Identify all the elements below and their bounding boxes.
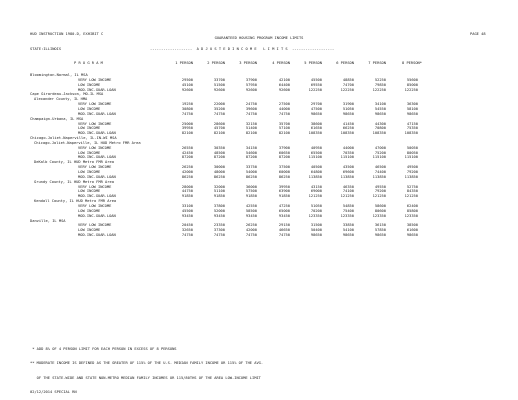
income-limit-cell: 69600 [342, 170, 354, 174]
income-limit-cell: 86250 [181, 174, 193, 179]
area-name: Alexander County, IL HMA [34, 97, 88, 102]
income-limit-cell: 44750 [181, 189, 193, 194]
income-limit-cell: 54550 [374, 106, 386, 111]
income-limit-cell: 51500 [213, 82, 225, 87]
income-limit-cell: 42450 [181, 150, 193, 155]
income-limit-cell: 28000 [181, 184, 193, 189]
income-limit-cell: 33100 [181, 203, 193, 208]
income-limit-cell: 49500 [406, 165, 418, 170]
income-limit-cell: 43500 [342, 165, 354, 170]
column-header-5-person: 5 PERSON [304, 61, 322, 65]
income-limit-cell: 37900 [245, 77, 257, 82]
income-limit-cell: 123350 [308, 213, 322, 218]
income-limit-cell: 45700 [213, 126, 225, 131]
income-limit-cell: 98650 [342, 233, 354, 238]
income-limit-cell: 22000 [213, 102, 225, 107]
income-limit-cell: 58500 [245, 208, 257, 213]
income-limit-cell: 98650 [342, 111, 354, 116]
income-limit-cell: 20450 [181, 223, 193, 228]
income-limit-cell: 45500 [181, 208, 193, 213]
income-limit-cell: 121250 [404, 194, 418, 199]
area-name: Champaign-Urbana, IL MSA [30, 116, 84, 121]
income-limit-cell: 45100 [181, 82, 193, 87]
income-limit-cell: 51050 [342, 106, 354, 111]
income-category-label: LOW INCOME [78, 82, 101, 87]
income-limit-cell: 46650 [278, 228, 290, 233]
income-limit-cell: 113850 [308, 174, 322, 179]
footnote-line: ** MODERATE INCOME IS DEFINED AS THE GREATER OF 115% OF THE U.S. MEDIAN FAMILY INCOME OR 115% OF THE AVG. [30, 361, 264, 366]
income-limit-cell: 54100 [342, 228, 354, 233]
income-limit-cell: 61600 [406, 228, 418, 233]
area-name: Danville, IL MSA [30, 218, 66, 223]
income-limit-cell: 108350 [372, 131, 386, 136]
income-limit-cell: 74750 [181, 111, 193, 116]
income-category-label: VERY LOW INCOME [78, 165, 112, 170]
income-limit-cell: 46500 [374, 165, 386, 170]
income-limit-cell: 61650 [310, 126, 322, 131]
income-limit-cell: 123350 [372, 213, 386, 218]
income-limit-cell: 31900 [342, 102, 354, 107]
income-limit-cell: 28600 [213, 121, 225, 126]
income-limit-cell: 87200 [181, 155, 193, 160]
income-limit-cell: 31500 [310, 223, 322, 228]
column-header-7-person: 7 PERSON [368, 61, 386, 65]
income-limit-cell: 42100 [278, 77, 290, 82]
income-limit-cell: 86250 [278, 174, 290, 179]
income-limit-cell: 70200 [310, 208, 322, 213]
income-limit-cell: 123350 [404, 213, 418, 218]
income-limit-cell: 121250 [372, 194, 386, 199]
income-limit-cell: 66250 [342, 126, 354, 131]
income-limit-cell: 75350 [406, 126, 418, 131]
income-limit-cell: 79200 [374, 189, 386, 194]
income-limit-cell: 121250 [340, 194, 354, 199]
income-limit-cell: 33850 [342, 223, 354, 228]
income-limit-cell: 19250 [181, 102, 193, 107]
income-limit-cell: 49550 [374, 184, 386, 189]
program-column-header: P R O G R A M [74, 61, 103, 65]
income-limit-cell: 74750 [245, 233, 257, 238]
income-limit-cell: 37800 [213, 203, 225, 208]
income-limit-cell: 69000 [310, 189, 322, 194]
income-category-label: MOD.INC-GUAR.LOAN [78, 111, 116, 116]
income-limit-cell: 64400 [278, 82, 290, 87]
income-limit-cell: 57100 [278, 126, 290, 131]
income-limit-cell: 39950 [278, 184, 290, 189]
income-limit-cell: 29500 [181, 77, 193, 82]
income-limit-cell: 27500 [278, 102, 290, 107]
income-limit-cell: 74750 [245, 111, 257, 116]
income-limit-cell: 40500 [310, 165, 322, 170]
income-limit-cell: 38500 [406, 223, 418, 228]
income-limit-cell: 93450 [181, 213, 193, 218]
income-limit-cell: 113850 [340, 174, 354, 179]
income-limit-cell: 46350 [342, 184, 354, 189]
income-category-label: VERY LOW INCOME [78, 184, 112, 189]
income-limit-cell: 52000 [213, 208, 225, 213]
column-header-4-person: 4 PERSON [272, 61, 290, 65]
income-category-label: MOD.INC-GUAR.LOAN [78, 155, 116, 160]
income-limit-cell: 108350 [340, 131, 354, 136]
area-name: Cape Girardeau-Jackson, MO-IL MSA [30, 92, 104, 97]
income-limit-cell: 45500 [310, 77, 322, 82]
income-limit-cell: 113850 [404, 174, 418, 179]
income-limit-cell: 36150 [374, 223, 386, 228]
income-limit-cell: 42000 [245, 228, 257, 233]
footnotes [30, 337, 263, 400]
income-limit-cell: 93450 [245, 213, 257, 218]
income-limit-cell: 42000 [181, 170, 193, 174]
income-limit-cell: 44000 [342, 145, 354, 150]
income-limit-cell: 85000 [406, 82, 418, 87]
page-number: PAGE 48 [470, 32, 486, 36]
income-limit-cell: 29700 [310, 102, 322, 107]
income-limit-cell: 23350 [213, 223, 225, 228]
income-limit-cell: 62400 [406, 203, 418, 208]
footnote-line: * ADD 8% OF 4 PERSON LIMIT FOR EACH PERSON IN EXCESS OF 8 PERSONS [30, 346, 177, 351]
income-limit-cell: 60000 [278, 170, 290, 174]
income-limit-cell: 65500 [310, 150, 322, 155]
area-name: Chicago-Joliet-Naperville, IL HUD Metro FMR Area [34, 140, 141, 145]
income-limit-cell: 63900 [278, 189, 290, 194]
income-limit-cell: 51400 [245, 126, 257, 131]
income-limit-cell: 80050 [406, 150, 418, 155]
income-limit-cell: 87200 [278, 155, 290, 160]
income-limit-cell: 121250 [308, 194, 322, 199]
footnote-line: 02/12/2014 SPECIAL RN [30, 389, 77, 394]
income-limit-cell: 42550 [245, 203, 257, 208]
income-limit-cell: 32150 [245, 121, 257, 126]
income-limit-cell: 82100 [245, 131, 257, 136]
income-limit-cell: 87200 [245, 155, 257, 160]
income-limit-cell: 74700 [342, 82, 354, 87]
income-limit-cell: 115100 [308, 155, 322, 160]
income-category-label: MOD.INC-GUAR.LOAN [78, 87, 116, 92]
income-limit-cell: 64800 [310, 170, 322, 174]
income-limit-cell: 98650 [374, 233, 386, 238]
income-limit-cell: 92600 [278, 87, 290, 92]
income-category-label: LOW INCOME [78, 126, 101, 131]
income-limit-cell: 32650 [181, 228, 193, 233]
income-limit-cell: 51050 [310, 203, 322, 208]
income-limit-cell: 37500 [278, 165, 290, 170]
income-category-label: LOW INCOME [78, 150, 101, 155]
income-limit-cell: 35700 [278, 121, 290, 126]
income-limit-cell: 58600 [374, 203, 386, 208]
income-category-label: VERY LOW INCOME [78, 102, 112, 107]
income-limit-cell: 122250 [340, 87, 354, 92]
income-limit-cell: 37300 [213, 228, 225, 233]
income-limit-cell: 65000 [278, 208, 290, 213]
income-limit-cell: 91850 [278, 194, 290, 199]
income-limit-cell: 52750 [406, 184, 418, 189]
income-category-label: VERY LOW INCOME [78, 145, 112, 150]
income-limit-cell: 25000 [181, 121, 193, 126]
income-category-label: LOW INCOME [78, 106, 101, 111]
table-row [0, 234, 518, 239]
income-limit-cell: 29150 [278, 223, 290, 228]
income-limit-cell: 48500 [213, 150, 225, 155]
income-limit-cell: 122250 [404, 87, 418, 92]
income-limit-cell: 47500 [310, 106, 322, 111]
income-limit-cell: 92600 [245, 87, 257, 92]
column-header-2-person: 2 PERSON [207, 61, 225, 65]
income-limit-cell: 32000 [213, 184, 225, 189]
income-limit-cell: 44300 [374, 121, 386, 126]
income-limit-cell: 69550 [310, 82, 322, 87]
area-name: Kendall County, IL HUD Metro FMR Area [34, 199, 117, 204]
state-label: STATE:ILLINOIS [30, 47, 62, 51]
income-limit-cell: 54850 [342, 203, 354, 208]
column-header-8-person: 8 PERSON* [402, 61, 422, 65]
income-limit-cell: 113850 [372, 174, 386, 179]
income-limit-cell: 47000 [374, 145, 386, 150]
income-category-label: MOD.INC-GUAR.LOAN [78, 131, 116, 136]
income-limit-cell: 33750 [245, 165, 257, 170]
income-limit-cell: 75400 [342, 208, 354, 213]
income-limit-cell: 55600 [406, 77, 418, 82]
income-limit-cell: 57500 [245, 189, 257, 194]
income-limit-cell: 91850 [213, 194, 225, 199]
income-category-label: LOW INCOME [78, 208, 101, 213]
income-limit-cell: 30000 [213, 165, 225, 170]
income-limit-cell: 115100 [340, 155, 354, 160]
income-limit-cell: 51100 [213, 189, 225, 194]
income-category-label: MOD.INC-GUAR.LOAN [78, 174, 116, 179]
income-limit-cell: 123350 [340, 213, 354, 218]
income-limit-cell: 30350 [213, 145, 225, 150]
income-limit-cell: 98650 [310, 233, 322, 238]
document-header-left: HUD INSTRUCTION 1980-D, EXHIBIT C [30, 32, 104, 36]
income-limit-cell: 115100 [372, 155, 386, 160]
income-limit-cell: 36300 [406, 102, 418, 107]
income-limit-cell: 74750 [213, 111, 225, 116]
income-limit-cell: 122250 [372, 87, 386, 92]
income-limit-cell: 30800 [181, 106, 193, 111]
area-name: Chicago-Joliet-Naperville, IL-IN-WI MSA [30, 136, 117, 141]
income-limit-cell: 75200 [374, 150, 386, 155]
area-name: DeKalb County, IL HUD Metro FMR Area [34, 160, 114, 165]
income-limit-cell: 98650 [406, 233, 418, 238]
income-limit-cell: 50400 [310, 228, 322, 233]
income-limit-cell: 74750 [278, 111, 290, 116]
income-category-label: LOW INCOME [78, 170, 101, 174]
income-limit-cell: 74100 [342, 189, 354, 194]
income-limit-cell: 48850 [342, 77, 354, 82]
income-limit-cell: 82100 [278, 131, 290, 136]
income-limit-cell: 82100 [213, 131, 225, 136]
income-limit-cell: 98650 [374, 111, 386, 116]
footnote-line: OF THE STATE-WIDE AND STATE NON-METRO MEDIAN FAMILY INCOMES OR 115/80THS OF THE AREA LOW-INCOME LIMIT [30, 375, 261, 380]
income-limit-cell: 70800 [374, 126, 386, 131]
income-category-label: LOW INCOME [78, 228, 101, 233]
income-limit-cell: 50050 [406, 145, 418, 150]
document-title: GUARANTEED HOUSING PROGRAM INCOME LIMITS [214, 36, 304, 40]
income-limit-cell: 115100 [404, 155, 418, 160]
income-limit-cell: 54000 [245, 170, 257, 174]
income-limit-cell: 91850 [181, 194, 193, 199]
income-limit-cell: 92600 [181, 87, 193, 92]
income-limit-cell: 79850 [374, 82, 386, 87]
income-limit-cell: 48000 [213, 170, 225, 174]
income-limit-cell: 35200 [213, 106, 225, 111]
income-limit-cell: 34100 [374, 102, 386, 107]
income-limit-cell: 38600 [310, 121, 322, 126]
income-limit-cell: 39950 [181, 126, 193, 131]
income-limit-cell: 57850 [374, 228, 386, 233]
income-limit-cell: 85800 [406, 208, 418, 213]
income-limit-cell: 108350 [308, 131, 322, 136]
income-limit-cell: 74750 [278, 233, 290, 238]
income-limit-cell: 79200 [406, 170, 418, 174]
income-limit-cell: 24750 [245, 102, 257, 107]
income-limit-cell: 41450 [342, 121, 354, 126]
income-limit-cell: 74750 [181, 233, 193, 238]
income-limit-cell: 33700 [213, 77, 225, 82]
income-limit-cell: 58100 [406, 106, 418, 111]
income-category-label: VERY LOW INCOME [78, 223, 112, 228]
income-limit-cell: 74400 [374, 170, 386, 174]
income-limit-cell: 86250 [213, 174, 225, 179]
income-category-label: MOD.INC-GUAR.LOAN [78, 213, 116, 218]
income-limit-cell: 57950 [245, 82, 257, 87]
income-category-label: MOD.INC-GUAR.LOAN [78, 194, 116, 199]
income-limit-cell: 122250 [308, 87, 322, 92]
column-header-1-person: 1 PERSON [175, 61, 193, 65]
income-limit-cell: 39600 [245, 106, 257, 111]
income-limit-cell: 34150 [245, 145, 257, 150]
income-limit-cell: 47250 [278, 203, 290, 208]
income-limit-cell: 47150 [406, 121, 418, 126]
income-limit-cell: 82100 [181, 131, 193, 136]
income-limit-cell: 80600 [374, 208, 386, 213]
income-limit-cell: 91850 [245, 194, 257, 199]
income-limit-cell: 43150 [310, 184, 322, 189]
income-category-label: LOW INCOME [78, 189, 101, 194]
income-limit-cell: 87200 [213, 155, 225, 160]
column-header-3-person: 3 PERSON [239, 61, 257, 65]
column-header-6-person: 6 PERSON [336, 61, 354, 65]
income-limit-cell: 108350 [404, 131, 418, 136]
income-limit-cell: 84350 [406, 189, 418, 194]
income-limit-cell: 52250 [374, 77, 386, 82]
income-category-label: MOD.INC-GUAR.LOAN [78, 233, 116, 238]
income-category-label: VERY LOW INCOME [78, 203, 112, 208]
income-limit-cell: 92600 [213, 87, 225, 92]
income-limit-cell: 54600 [245, 150, 257, 155]
income-limit-cell: 93450 [278, 213, 290, 218]
income-category-label: VERY LOW INCOME [78, 77, 112, 82]
income-limit-cell: 40950 [310, 145, 322, 150]
income-category-label: VERY LOW INCOME [78, 121, 112, 126]
income-limit-cell: 44000 [278, 106, 290, 111]
income-limit-cell: 60650 [278, 150, 290, 155]
income-limit-cell: 70350 [342, 150, 354, 155]
income-limit-cell: 93450 [213, 213, 225, 218]
income-limit-cell: 37900 [278, 145, 290, 150]
income-limit-cell: 26250 [245, 223, 257, 228]
adjusted-income-limits-banner: ------------------- A D J U S T E D I N C O M E L I M I T S ------------------- [150, 47, 335, 51]
income-limit-cell: 26550 [181, 145, 193, 150]
area-name: Bloomington-Normal, IL MSA [30, 73, 88, 77]
area-name: Grundy County, IL HUD Metro FMR Area [34, 179, 114, 184]
income-limit-cell: 86250 [245, 174, 257, 179]
income-limit-cell: 98650 [406, 111, 418, 116]
income-limit-cell: 98650 [310, 111, 322, 116]
income-limit-cell: 26250 [181, 165, 193, 170]
income-limit-cell: 74750 [213, 233, 225, 238]
income-limit-cell: 36000 [245, 184, 257, 189]
